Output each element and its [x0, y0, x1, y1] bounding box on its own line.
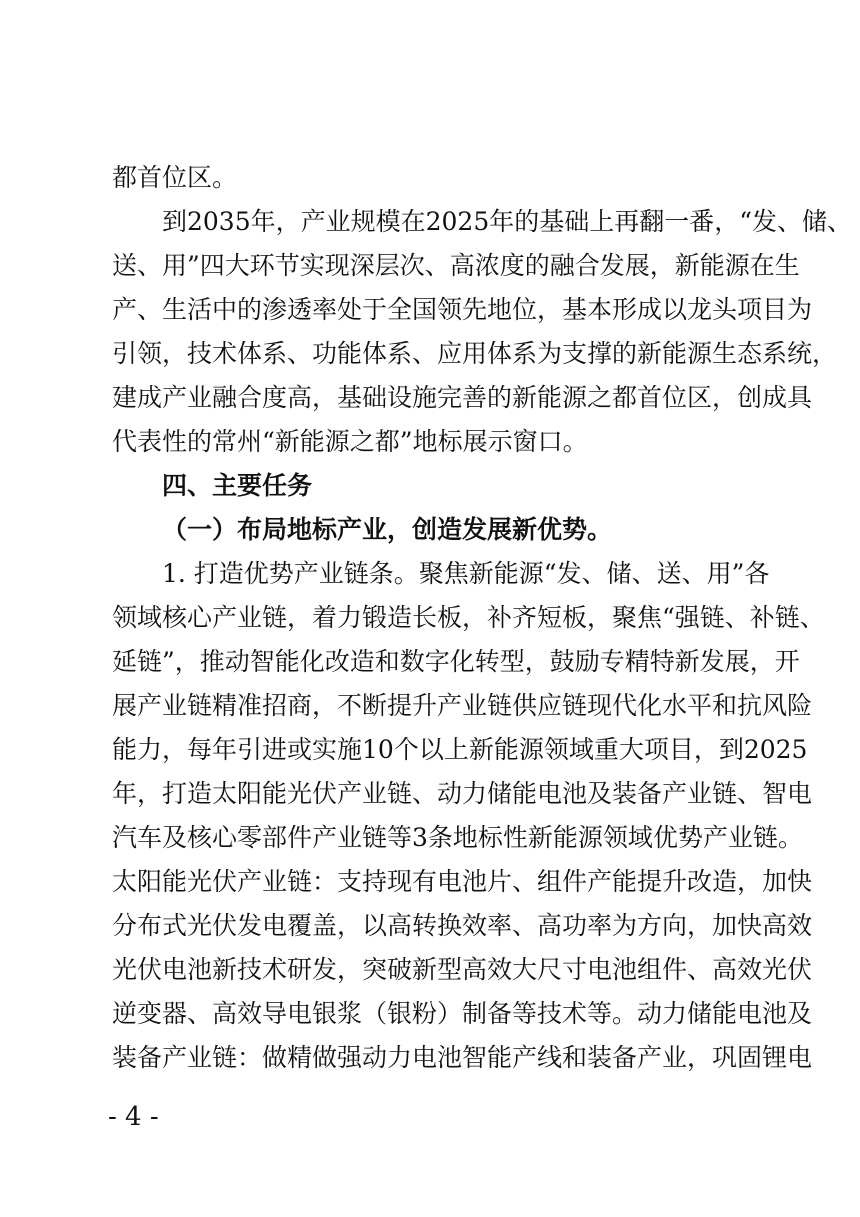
paragraph-2035-goal-line-1: 到2035年，产业规模在2025年的基础上再翻一番，“发、储、 [162, 207, 853, 236]
paragraph-industry-chain-line-9: 分布式光伏发电覆盖，以高转换效率、高功率为方向，加快高效 [112, 911, 813, 940]
paragraph-2035-goal-line-2: 送、用”四大环节实现深层次、高浓度的融合发展，新能源在生 [112, 251, 800, 280]
paragraph-industry-chain-line-7: 汽车及核心零部件产业链等3条地标性新能源领域优势产业链。 [112, 823, 803, 852]
paragraph-industry-chain-line-4: 展产业链精准招商，不断提升产业链供应链现代化水平和抗风险 [112, 691, 813, 720]
paragraph-industry-chain-line-1: 1. 打造优势产业链条。聚焦新能源“发、储、送、用”各 [162, 559, 770, 588]
subsection-heading-1: （一）布局地标产业，创造发展新优势。 [162, 515, 613, 544]
paragraph-2035-goal-line-3: 产、生活中的渗透率处于全国领先地位，基本形成以龙头项目为 [112, 295, 813, 324]
paragraph-industry-chain-line-12: 装备产业链：做精做强动力电池智能产线和装备产业，巩固锂电 [112, 1043, 813, 1072]
paragraph-industry-chain-line-2: 领域核心产业链，着力锻造长板，补齐短板，聚焦“强链、补链、 [112, 603, 825, 632]
page-number: - 4 - [108, 1102, 159, 1132]
section-heading-main-tasks: 四、主要任务 [162, 471, 313, 500]
paragraph-industry-chain-line-10: 光伏电池新技术研发，突破新型高效大尺寸电池组件、高效光伏 [112, 955, 813, 984]
paragraph-industry-chain-line-11: 逆变器、高效导电银浆（银粉）制备等技术等。动力储能电池及 [112, 999, 813, 1028]
paragraph-2035-goal-line-5: 建成产业融合度高，基础设施完善的新能源之都首位区，创成具 [112, 383, 813, 412]
text-line-continuation: 都首位区。 [112, 163, 238, 192]
paragraph-2035-goal-line-6: 代表性的常州“新能源之都”地标展示窗口。 [112, 427, 588, 456]
paragraph-industry-chain-line-8: 太阳能光伏产业链：支持现有电池片、组件产能提升改造，加快 [112, 867, 813, 896]
paragraph-industry-chain-line-5: 能力，每年引进或实施10个以上新能源领域重大项目，到2025 [112, 735, 808, 764]
paragraph-industry-chain-line-6: 年，打造太阳能光伏产业链、动力储能电池及装备产业链、智电 [112, 779, 813, 808]
paragraph-2035-goal-line-4: 引领，技术体系、功能体系、应用体系为支撑的新能源生态系统， [112, 339, 838, 368]
paragraph-industry-chain-line-3: 延链”，推动智能化改造和数字化转型，鼓励专精特新发展，开 [112, 647, 800, 676]
